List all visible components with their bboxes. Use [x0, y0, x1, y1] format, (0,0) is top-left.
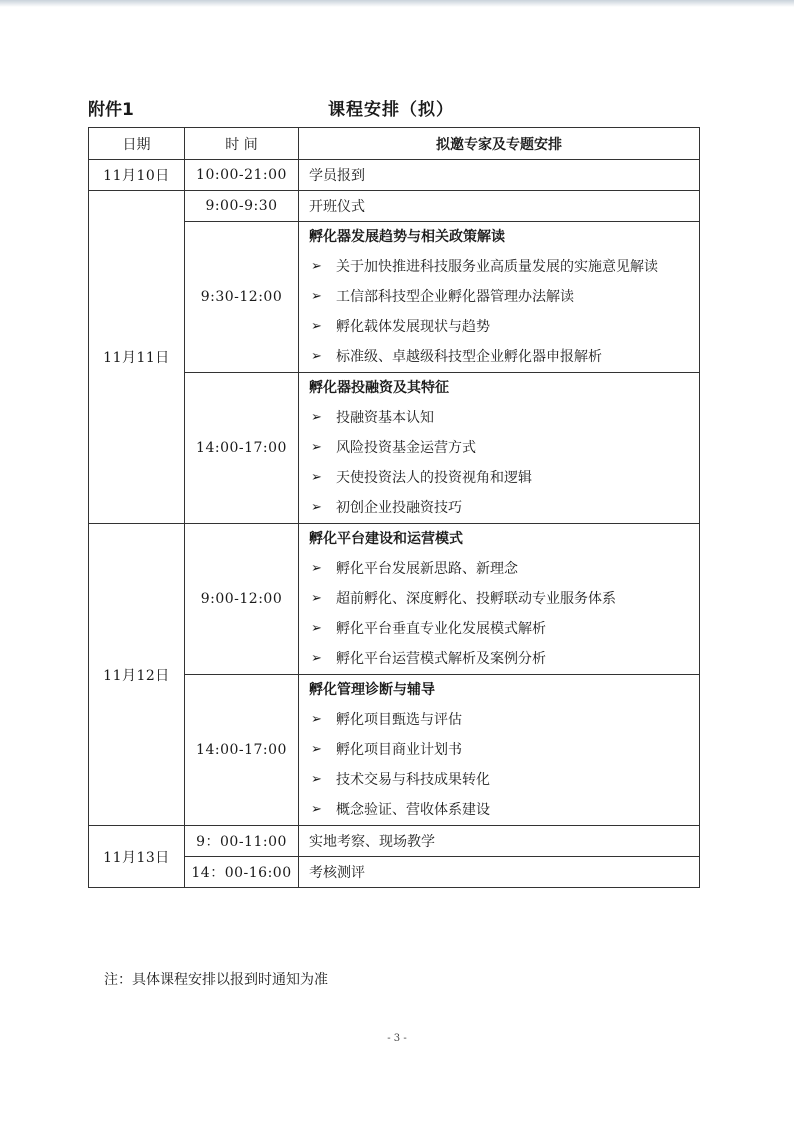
arrow-bullet-icon: ➢ — [311, 349, 322, 364]
topic-cell: 实地考察、现场教学 — [299, 826, 700, 857]
list-item — [309, 252, 699, 282]
list-item-text: 初创企业投融资技巧 — [336, 500, 462, 516]
topic-block — [299, 524, 700, 675]
schedule-table — [88, 127, 700, 888]
arrow-bullet-icon: ➢ — [311, 289, 322, 304]
list-item — [309, 735, 699, 765]
topic-block — [299, 222, 700, 373]
list-item-text: 孵化平台发展新思路、新理念 — [336, 561, 518, 577]
header-time: 时 间 — [185, 128, 299, 160]
arrow-bullet-icon: ➢ — [311, 712, 322, 727]
time-cell: 14:00-17:00 — [185, 675, 299, 826]
list-item — [309, 795, 699, 825]
session-title: 孵化管理诊断与辅导 — [309, 682, 435, 698]
list-item — [309, 433, 699, 463]
arrow-bullet-icon: ➢ — [311, 561, 322, 576]
list-item-text: 孵化项目甄选与评估 — [336, 712, 462, 728]
table-row — [89, 524, 700, 675]
date-cell: 11月10日 — [89, 160, 185, 191]
list-item-text: 投融资基本认知 — [336, 410, 434, 426]
page-header — [88, 95, 700, 125]
list-item-text: 孵化平台垂直专业化发展模式解析 — [336, 621, 546, 637]
arrow-bullet-icon: ➢ — [311, 772, 322, 787]
arrow-bullet-icon: ➢ — [311, 651, 322, 666]
topic-cell: 考核测评 — [299, 857, 700, 888]
list-item — [309, 614, 699, 644]
list-item-text: 风险投资基金运营方式 — [336, 440, 476, 456]
date-cell: 11月12日 — [89, 524, 185, 826]
time-cell: 9：00-11:00 — [185, 826, 299, 857]
header-date: 日期 — [89, 128, 185, 160]
session-title: 孵化器投融资及其特征 — [309, 380, 449, 396]
arrow-bullet-icon: ➢ — [311, 742, 322, 757]
scan-edge — [0, 0, 794, 7]
page-title: 课程安排（拟） — [328, 100, 454, 120]
list-item — [309, 644, 699, 674]
table-row — [89, 160, 700, 191]
arrow-bullet-icon: ➢ — [311, 410, 322, 425]
topic-cell: 学员报到 — [299, 160, 700, 191]
time-cell: 14：00-16:00 — [185, 857, 299, 888]
date-cell: 11月13日 — [89, 826, 185, 888]
list-item — [309, 342, 699, 372]
time-cell: 9:00-9:30 — [185, 191, 299, 222]
table-row — [89, 191, 700, 222]
arrow-bullet-icon: ➢ — [311, 440, 322, 455]
list-item — [309, 584, 699, 614]
list-item — [309, 403, 699, 433]
table-header-row — [89, 128, 700, 160]
time-cell: 14:00-17:00 — [185, 373, 299, 524]
list-item — [309, 312, 699, 342]
topic-block — [299, 675, 700, 826]
header-topics: 拟邀专家及专题安排 — [299, 128, 700, 160]
time-cell: 9:30-12:00 — [185, 222, 299, 373]
list-item-text: 关于加快推进科技服务业高质量发展的实施意见解读 — [336, 259, 658, 275]
arrow-bullet-icon: ➢ — [311, 500, 322, 515]
session-title: 孵化平台建设和运营模式 — [309, 531, 463, 547]
list-item — [309, 554, 699, 584]
date-cell: 11月11日 — [89, 191, 185, 524]
arrow-bullet-icon: ➢ — [311, 319, 322, 334]
list-item-text: 孵化平台运营模式解析及案例分析 — [336, 651, 546, 667]
list-item — [309, 705, 699, 735]
arrow-bullet-icon: ➢ — [311, 802, 322, 817]
list-item — [309, 463, 699, 493]
list-item-text: 概念验证、营收体系建设 — [336, 802, 490, 818]
list-item-text: 孵化项目商业计划书 — [336, 742, 462, 758]
list-item — [309, 493, 699, 523]
arrow-bullet-icon: ➢ — [311, 259, 322, 274]
time-cell: 10:00-21:00 — [185, 160, 299, 191]
list-item-text: 工信部科技型企业孵化器管理办法解读 — [336, 289, 574, 305]
list-item-text: 天使投资法人的投资视角和逻辑 — [336, 470, 532, 486]
list-item-text: 技术交易与科技成果转化 — [336, 772, 490, 788]
list-item — [309, 282, 699, 312]
session-title: 孵化器发展趋势与相关政策解读 — [309, 229, 505, 245]
list-item — [309, 765, 699, 795]
list-item-text: 超前孵化、深度孵化、投孵联动专业服务体系 — [336, 591, 616, 607]
arrow-bullet-icon: ➢ — [311, 470, 322, 485]
list-item-text: 标准级、卓越级科技型企业孵化器申报解析 — [336, 349, 602, 365]
time-cell: 9:00-12:00 — [185, 524, 299, 675]
arrow-bullet-icon: ➢ — [311, 591, 322, 606]
footnote: 注：具体课程安排以报到时通知为准 — [104, 972, 328, 988]
topic-cell: 开班仪式 — [299, 191, 700, 222]
arrow-bullet-icon: ➢ — [311, 621, 322, 636]
attachment-label: 附件1 — [88, 100, 134, 120]
table-row — [89, 826, 700, 857]
list-item-text: 孵化载体发展现状与趋势 — [336, 319, 490, 335]
page-number: - 3 - — [387, 1033, 407, 1044]
topic-block — [299, 373, 700, 524]
